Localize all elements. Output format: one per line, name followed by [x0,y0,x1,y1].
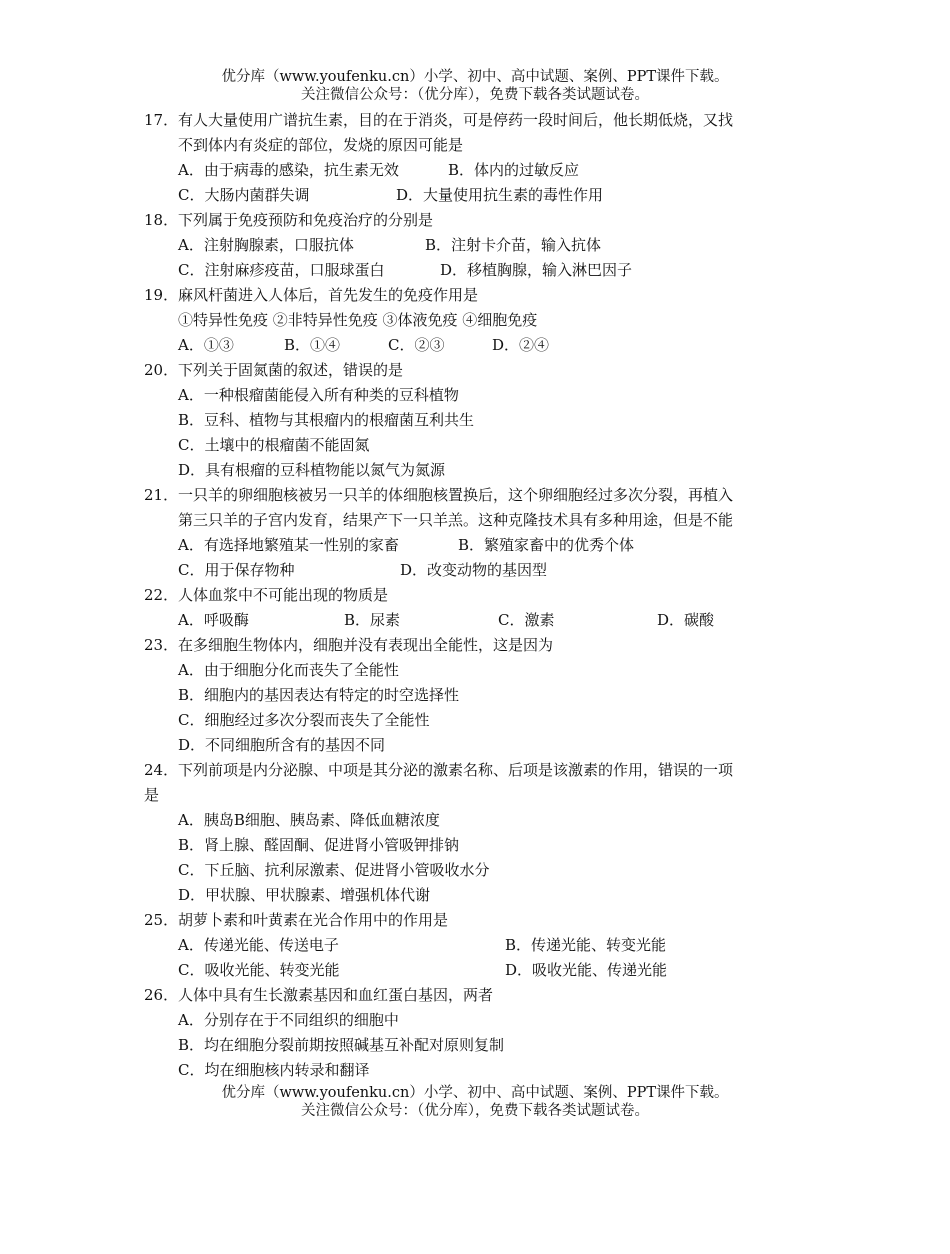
question-17 [144,108,824,208]
question-stem-cont: ①特异性免疫 ②非特异性免疫 ③体液免疫 ④细胞免疫 [178,311,538,329]
option-a: A．由于细胞分化而丧失了全能性 [178,661,399,679]
option-c: C．②③ [388,336,445,354]
option-a: A．一种根瘤菌能侵入所有种类的豆科植物 [178,386,459,404]
option-b: B．传递光能、转变光能 [505,936,667,954]
question-stem-cont: 是 [144,786,160,804]
question-number: 19． [144,286,179,304]
question-number: 17． [144,111,179,129]
question-list [144,108,824,1083]
option-b: B．①④ [284,336,341,354]
option-d: D．吸收光能、传递光能 [505,961,668,979]
option-row [144,608,824,633]
question-number: 26． [144,986,179,1004]
question-stem: 人体血浆中不可能出现的物质是 [178,586,389,604]
option-b: B．豆科、植物与其根瘤内的根瘤菌互利共生 [178,411,475,429]
option-a: A．有选择地繁殖某一性别的家畜 [178,536,399,554]
question-23 [144,633,824,758]
question-19 [144,283,824,358]
question-stem: 人体中具有生长激素基因和血红蛋白基因，两者 [178,986,494,1004]
option-a: A．由于病毒的感染，抗生素无效 [178,161,399,179]
option-d: D．甲状腺、甲状腺素、增强机体代谢 [178,886,431,904]
option-b: B．均在细胞分裂前期按照碱基互补配对原则复制 [178,1036,505,1054]
option-c: C．注射麻疹疫苗，口服球蛋白 [178,261,385,279]
question-22 [144,583,824,633]
option-c: C．用于保存物种 [178,561,295,579]
option-b: B．尿素 [344,611,401,629]
option-b: B．肾上腺、醛固酮、促进肾小管吸钾排钠 [178,836,460,854]
option-a: A．①③ [178,336,234,354]
question-number: 18． [144,211,179,229]
option-a: A．注射胸腺素，口服抗体 [178,236,354,254]
question-number: 22． [144,586,179,604]
option-d: D．大量使用抗生素的毒性作用 [396,186,604,204]
question-stem: 下列关于固氮菌的叙述，错误的是 [178,361,404,379]
question-20 [144,358,824,483]
option-row [144,333,824,358]
page-header [0,68,950,104]
option-row [144,558,824,583]
question-stem: 在多细胞生物体内，细胞并没有表现出全能性，这是因为 [178,636,554,654]
option-b: B．体内的过敏反应 [448,161,580,179]
question-stem: 下列前项是内分泌腺、中项是其分泌的激素名称、后项是该激素的作用，错误的一项 [178,761,734,779]
option-a: A．呼吸酶 [178,611,249,629]
question-26 [144,983,824,1083]
option-d: D．碳酸 [657,611,715,629]
page-footer [0,1084,950,1120]
footer-line-1: 优分库（www.youfenku.cn）小学、初中、高中试题、案例、PPT课件下载。 [221,1085,729,1101]
option-c: C．均在细胞核内转录和翻译 [178,1061,370,1079]
option-b: B．细胞内的基因表达有特定的时空选择性 [178,686,460,704]
option-d: D．移植胸腺，输入淋巴因子 [440,261,633,279]
option-row [144,533,824,558]
footer-line-2: 关注微信公众号：（优分库），免费下载各类试题试卷。 [301,1103,649,1119]
option-b: B．繁殖家畜中的优秀个体 [458,536,635,554]
option-c: C．激素 [498,611,555,629]
question-number: 25． [144,911,179,929]
option-row [144,233,824,258]
question-21 [144,483,824,583]
option-row [144,158,824,183]
option-row [144,183,824,208]
question-stem: 麻风杆菌进入人体后，首先发生的免疫作用是 [178,286,479,304]
option-c: C．细胞经过多次分裂而丧失了全能性 [178,711,430,729]
question-18 [144,208,824,283]
option-c: C．吸收光能、转变光能 [178,961,340,979]
header-line-2: 关注微信公众号：（优分库），免费下载各类试题试卷。 [301,87,649,103]
option-b: B．注射卡介苗，输入抗体 [425,236,602,254]
option-a: A．分别存在于不同组织的细胞中 [178,1011,399,1029]
header-line-1: 优分库（www.youfenku.cn）小学、初中、高中试题、案例、PPT课件下载。 [221,69,729,85]
option-row [144,958,824,983]
option-d: D．具有根瘤的豆科植物能以氮气为氮源 [178,461,446,479]
question-stem-cont: 第三只羊的子宫内发育，结果产下一只羊羔。这种克隆技术具有多种用途，但是不能 [178,511,734,529]
question-stem: 下列属于免疫预防和免疫治疗的分别是 [178,211,434,229]
question-stem: 一只羊的卵细胞核被另一只羊的体细胞核置换后，这个卵细胞经过多次分裂，再植入 [178,486,734,504]
question-stem-cont: 不到体内有炎症的部位，发烧的原因可能是 [178,136,464,154]
question-25 [144,908,824,983]
option-row [144,258,824,283]
option-d: D．不同细胞所含有的基因不同 [178,736,386,754]
option-d: D．②④ [492,336,550,354]
option-d: D．改变动物的基因型 [400,561,548,579]
question-24 [144,758,824,908]
option-c: C．土壤中的根瘤菌不能固氮 [178,436,370,454]
question-number: 24． [144,761,179,779]
question-stem: 有人大量使用广谱抗生素，目的在于消炎，可是停药一段时间后，他长期低烧，又找 [178,111,734,129]
option-a: A．传递光能、传送电子 [178,936,339,954]
option-c: C．大肠内菌群失调 [178,186,310,204]
option-c: C．下丘脑、抗利尿激素、促进肾小管吸收水分 [178,861,490,879]
question-stem: 胡萝卜素和叶黄素在光合作用中的作用是 [178,911,449,929]
question-number: 23． [144,636,179,654]
question-number: 20． [144,361,179,379]
question-number: 21． [144,486,179,504]
option-row [144,933,824,958]
option-a: A．胰岛B细胞、胰岛素、降低血糖浓度 [178,811,440,829]
